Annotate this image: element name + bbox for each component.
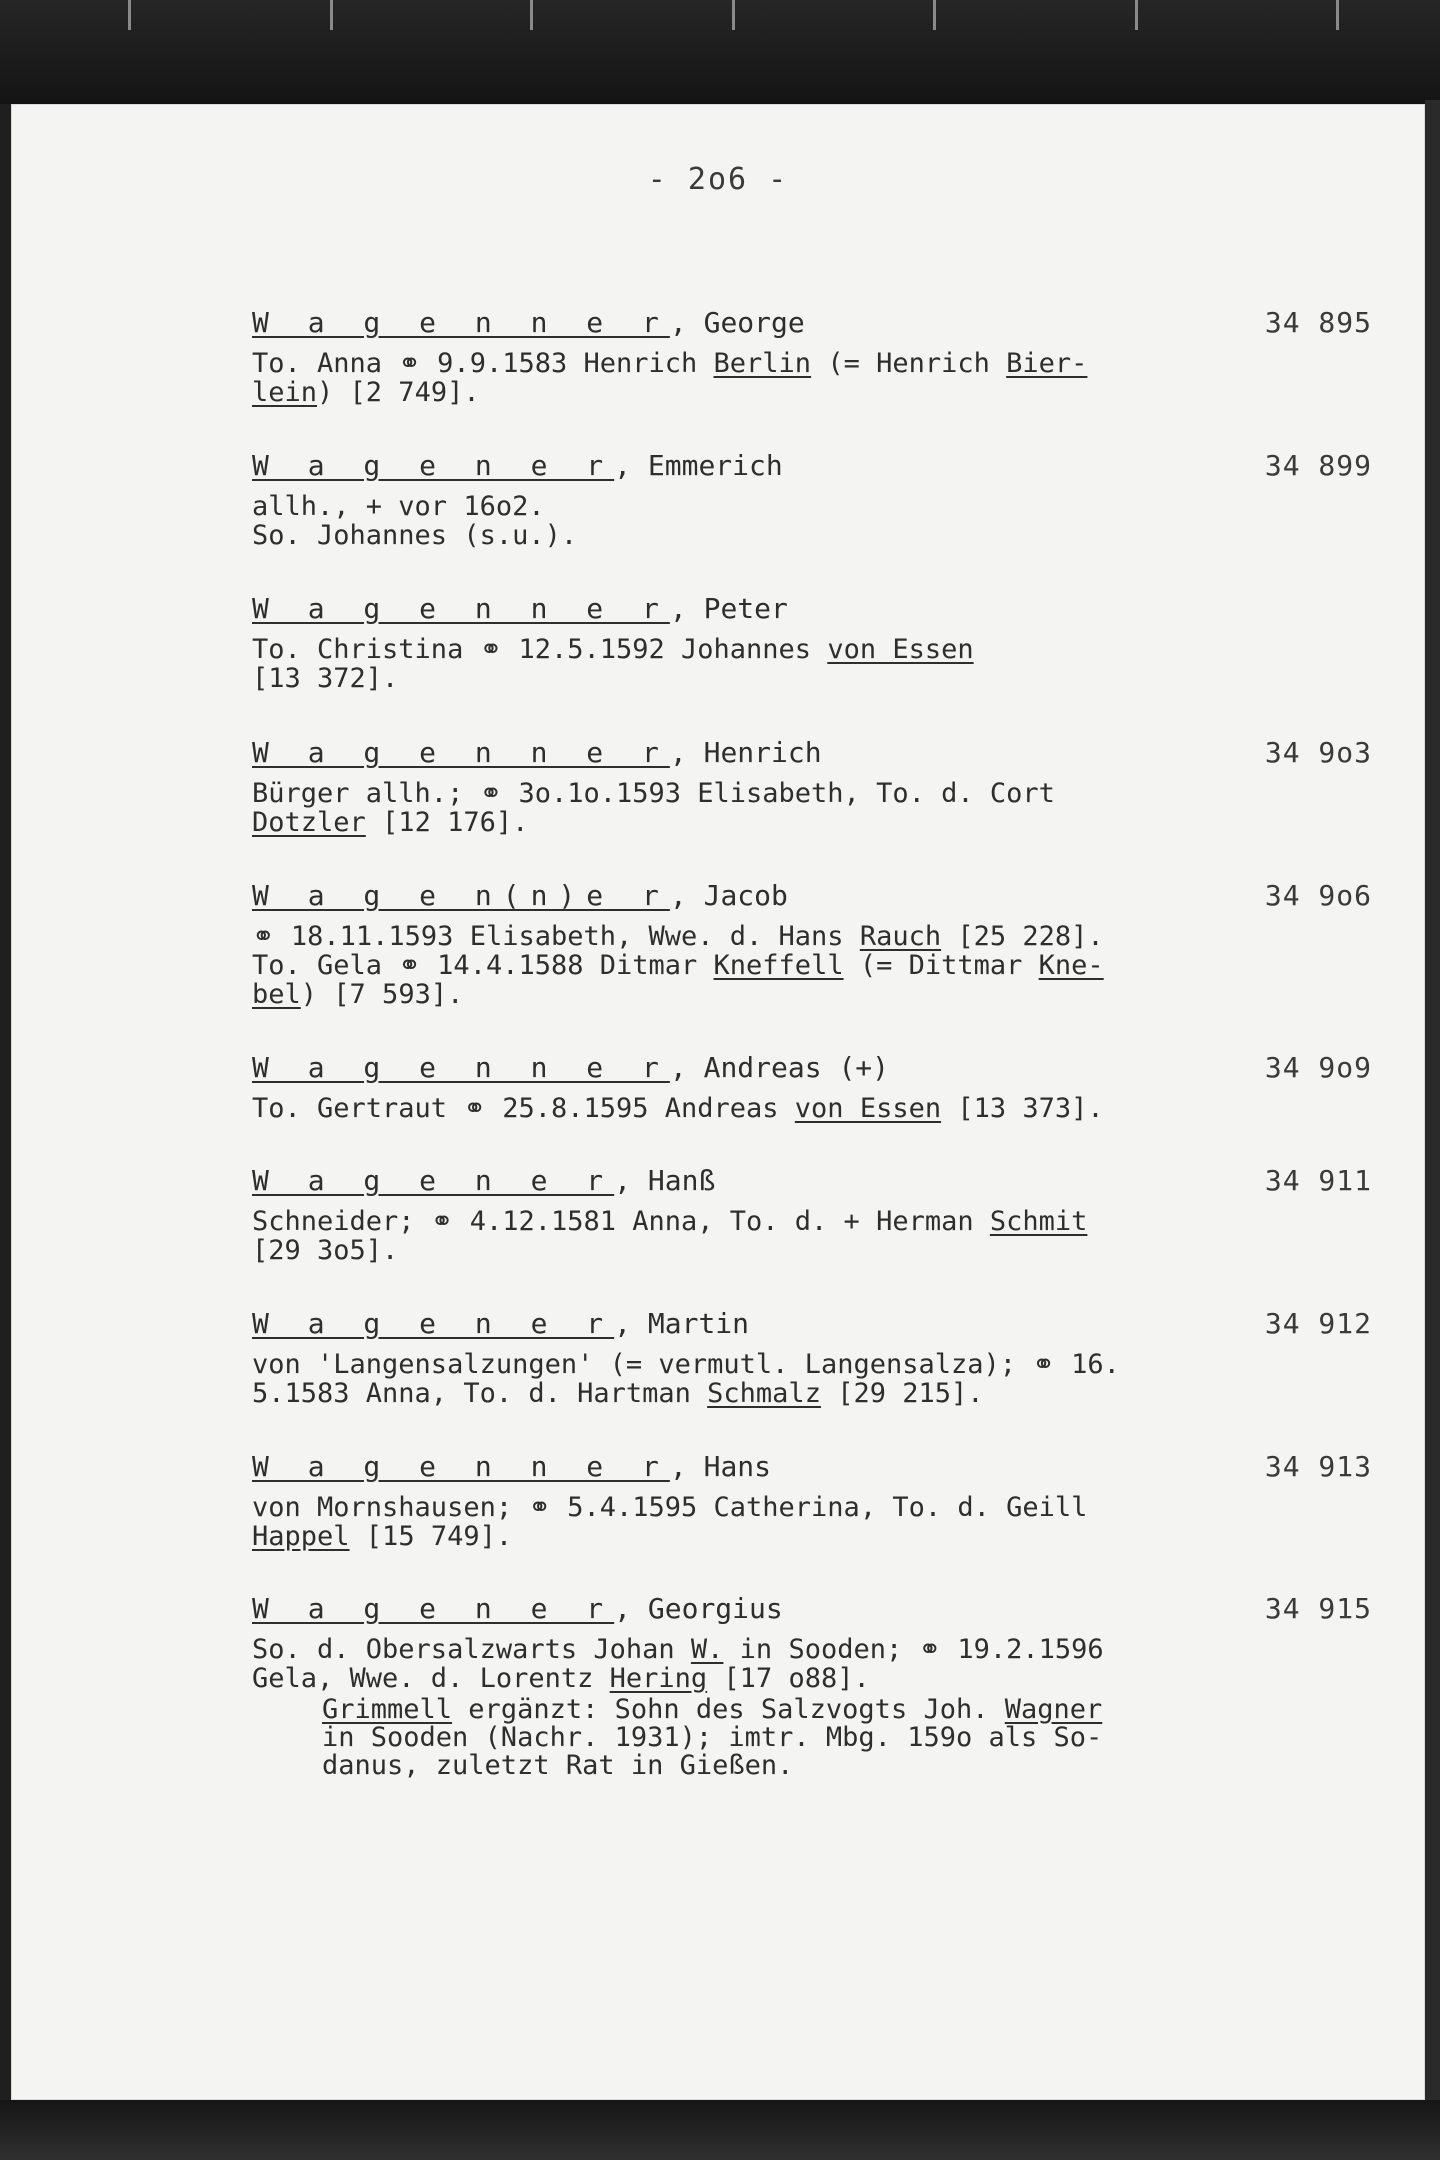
text-line: [252, 1493, 1372, 1522]
entry-surname: W a g e n n e r: [252, 1450, 670, 1483]
text-line: [252, 1236, 1372, 1265]
text-segment: danus, zuletzt Rat in Gießen.: [322, 1750, 794, 1781]
entry-body: [252, 922, 1372, 1009]
text-segment: (= Dittmar: [843, 950, 1039, 981]
text-line: [252, 521, 1372, 550]
entry-heading: [252, 879, 1372, 913]
text-segment: To. Gertraut ⚭ 25.8.1595 Andreas: [252, 1093, 795, 1124]
entry-surname: W a g e n n e r: [252, 736, 670, 769]
entry-heading: [252, 449, 1372, 483]
entry-heading: [252, 736, 1372, 770]
entry-number: 34 895: [1264, 306, 1372, 339]
entry-heading: [252, 306, 1372, 340]
entry-heading: [252, 592, 1372, 626]
film-tick: [128, 0, 131, 30]
entry-body: [252, 779, 1372, 837]
text-segment: allh., + vor 16o2.: [252, 491, 545, 522]
text-segment: ⚭ 18.11.1593 Elisabeth, Wwe. d. Hans: [252, 921, 860, 952]
underlined-name: Wagner: [1004, 1694, 1103, 1725]
entry-number: 34 9o3: [1264, 736, 1372, 769]
text-line: [252, 349, 1372, 378]
entry-given-name: , Hanß: [614, 1164, 716, 1197]
underlined-name: Schmalz: [707, 1378, 821, 1409]
text-line: [252, 922, 1372, 951]
entry-heading: [252, 1592, 1372, 1626]
underlined-name: Bier-: [1006, 348, 1088, 379]
text-line: [252, 664, 1372, 693]
text-line: [252, 1350, 1372, 1379]
entry-heading: [252, 1307, 1372, 1341]
entry-note: [322, 1696, 1372, 1780]
film-tick: [330, 0, 333, 30]
text-segment: To. Christina ⚭ 12.5.1592 Johannes: [252, 634, 828, 665]
entry-number: 34 911: [1264, 1164, 1372, 1197]
entry-surname: W a g e n n e r: [252, 592, 670, 625]
register-entry: [252, 736, 1372, 837]
text-line: [252, 1379, 1372, 1408]
text-segment: To. Gela ⚭ 14.4.1588 Ditmar: [252, 950, 714, 981]
film-bottom-band: [0, 2100, 1440, 2160]
entry-given-name: , George: [669, 306, 805, 339]
underlined-name: von Essen: [794, 1093, 942, 1124]
entry-number: 34 915: [1264, 1592, 1372, 1625]
text-segment: [29 3o5].: [252, 1235, 399, 1266]
entry-number: 34 912: [1264, 1307, 1372, 1340]
text-segment: To. Anna ⚭ 9.9.1583 Henrich: [252, 348, 714, 379]
text-segment: 5.1583 Anna, To. d. Hartman: [252, 1378, 708, 1409]
entry-surname: W a g e n n e r: [252, 1051, 670, 1084]
text-segment: [17 o88].: [707, 1663, 870, 1694]
text-segment: von Mornshausen; ⚭ 5.4.1595 Catherina, To. d. Geill: [252, 1492, 1088, 1523]
text-segment: von 'Langensalzungen' (= vermutl. Langensalza); ⚭ 16.: [252, 1349, 1120, 1380]
text-segment: in Sooden (Nachr. 1931); imtr. Mbg. 159o als So-: [322, 1722, 1103, 1753]
entry-number: 34 913: [1264, 1450, 1372, 1483]
entry-body: [252, 1094, 1372, 1123]
entry-given-name: , Hans: [669, 1450, 772, 1483]
entry-given-name: , Martin: [614, 1307, 750, 1340]
entry-heading: [252, 1164, 1372, 1198]
entry-heading: [252, 1051, 1372, 1085]
underlined-name: Grimmell: [322, 1694, 453, 1725]
underlined-name: Hering: [609, 1663, 708, 1694]
text-segment: [12 176].: [365, 807, 529, 838]
text-line: [252, 779, 1372, 808]
entry-body: [252, 1350, 1372, 1408]
text-line: [252, 1207, 1372, 1236]
entry-surname: W a g e n n e r: [252, 306, 670, 339]
entry-number: 34 899: [1264, 449, 1372, 482]
film-right-edge: [1425, 100, 1440, 2105]
underlined-name: Kne-: [1038, 950, 1104, 981]
text-line: [252, 1094, 1372, 1123]
text-line: [252, 378, 1372, 407]
entry-given-name: , Andreas (+): [669, 1051, 890, 1084]
register-entry: [252, 879, 1372, 1009]
entry-surname: W a g e n e r: [252, 1307, 615, 1340]
entry-body: [252, 1635, 1372, 1693]
register-entry: [252, 306, 1372, 407]
entry-surname: W a g e n e r: [252, 1164, 615, 1197]
text-line: [252, 1635, 1372, 1664]
text-segment: So. d. Obersalzwarts Johan: [252, 1634, 691, 1665]
document-page: [11, 104, 1425, 2100]
film-tick: [933, 0, 936, 30]
film-tick: [530, 0, 533, 30]
text-segment: [15 749].: [349, 1521, 513, 1552]
register-entry: [252, 449, 1372, 550]
register-entry: [252, 1164, 1372, 1265]
text-segment: ) [2 749].: [317, 377, 480, 408]
entry-body: [252, 1493, 1372, 1551]
text-line: [252, 980, 1372, 1009]
underlined-name: Berlin: [713, 348, 812, 379]
text-segment: Schneider; ⚭ 4.12.1581 Anna, To. d. + Herman: [252, 1206, 990, 1237]
underlined-name: lein: [252, 377, 318, 408]
text-segment: [13 372].: [252, 663, 399, 694]
text-segment: ) [7 593].: [300, 979, 464, 1010]
text-segment: [29 215].: [820, 1378, 984, 1409]
text-line: [252, 951, 1372, 980]
entry-surname: W a g e n e r: [252, 449, 615, 482]
text-segment: in Sooden; ⚭ 19.2.1596: [723, 1634, 1104, 1665]
entry-surname: W a g e n e r: [252, 1592, 615, 1625]
text-segment: Bürger allh.; ⚭ 3o.1o.1593 Elisabeth, To. d. Cort: [252, 778, 1055, 809]
register-entry: [252, 1307, 1372, 1408]
register-entry: [252, 592, 1372, 693]
text-line: [252, 635, 1372, 664]
text-segment: (= Henrich: [811, 348, 1007, 379]
entry-given-name: , Georgius: [614, 1592, 783, 1625]
film-tick: [1135, 0, 1138, 30]
film-tick: [732, 0, 735, 30]
entry-number: 34 9o6: [1264, 879, 1372, 912]
text-line: [252, 808, 1372, 837]
page-number: - 2o6 -: [647, 162, 789, 197]
underlined-name: Kneffell: [713, 950, 844, 981]
text-line: [252, 1664, 1372, 1693]
register-entry: [252, 1051, 1372, 1123]
entry-number: 34 9o9: [1264, 1051, 1372, 1084]
text-line: [252, 1522, 1372, 1551]
entry-heading: [252, 1450, 1372, 1484]
text-segment: Gela, Wwe. d. Lorentz: [252, 1663, 610, 1694]
register-entry: [252, 1450, 1372, 1551]
text-segment: So. Johannes (s.u.).: [252, 520, 578, 551]
entry-body: [252, 349, 1372, 407]
entry-given-name: , Emmerich: [614, 449, 783, 482]
text-line: [322, 1724, 1372, 1752]
underlined-name: Happel: [252, 1521, 350, 1552]
entry-given-name: , Peter: [669, 592, 788, 625]
register-entry: [252, 1592, 1372, 1780]
film-tick: [1336, 0, 1339, 30]
text-line: [252, 492, 1372, 521]
text-line: [322, 1696, 1372, 1724]
underlined-name: bel: [252, 979, 301, 1010]
underlined-name: Dotzler: [252, 807, 366, 838]
underlined-name: W.: [690, 1634, 724, 1665]
entry-body: [252, 635, 1372, 693]
underlined-name: Rauch: [859, 921, 942, 952]
entry-given-name: , Jacob: [669, 879, 788, 912]
underlined-name: von Essen: [827, 634, 974, 665]
entry-surname: W a g e n(n)e r: [252, 879, 670, 912]
entry-body: [252, 492, 1372, 550]
entry-body: [252, 1207, 1372, 1265]
film-top-band: [0, 0, 1440, 104]
text-segment: [13 373].: [941, 1093, 1104, 1124]
text-line: [322, 1752, 1372, 1780]
underlined-name: Schmit: [989, 1206, 1088, 1237]
text-segment: [25 228].: [941, 921, 1104, 952]
text-segment: ergänzt: Sohn des Salzvogts Joh.: [452, 1694, 1005, 1725]
entry-given-name: , Henrich: [669, 736, 822, 769]
